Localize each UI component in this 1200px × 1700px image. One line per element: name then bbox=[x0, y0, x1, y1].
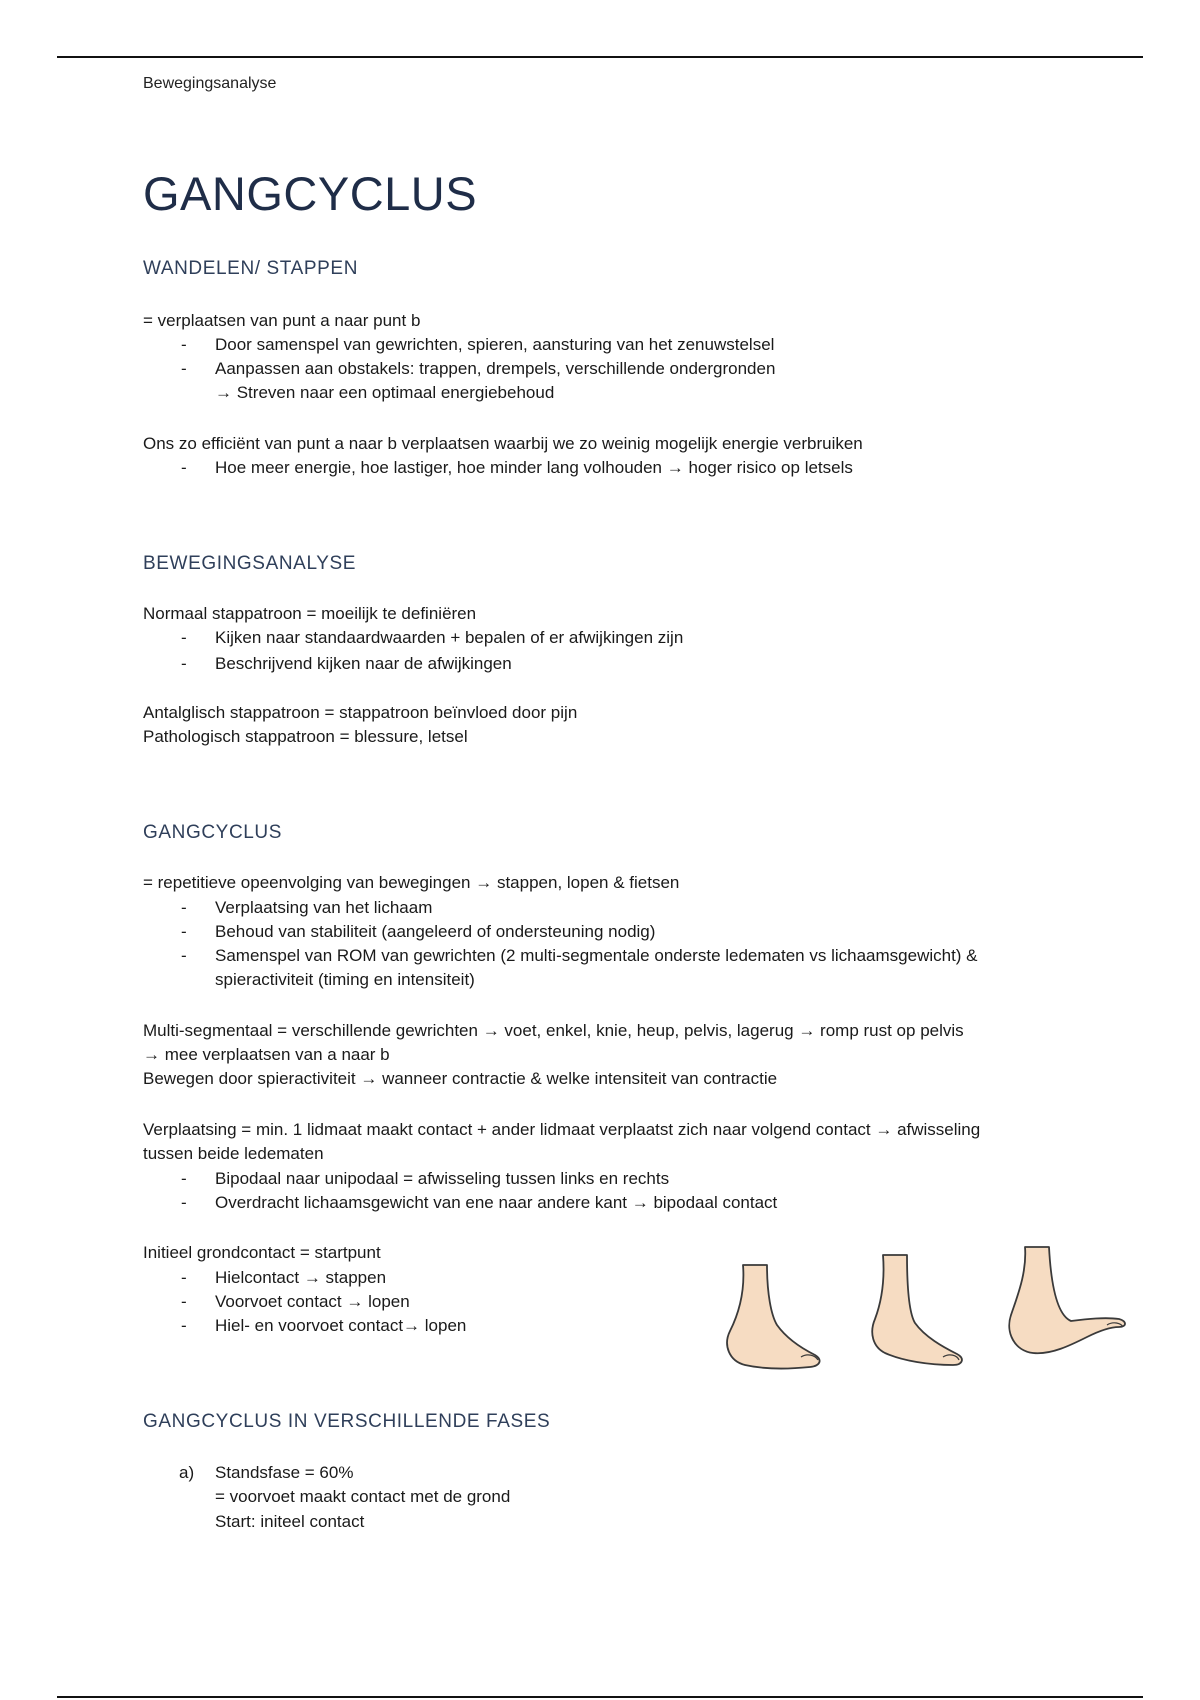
list-item-text: Hielcontact → stappen bbox=[215, 1268, 387, 1287]
forefoot-contact-foot-icon bbox=[872, 1255, 962, 1365]
displacement-line: Verplaatsing = min. 1 lidmaat maakt contact + ander lidmaat verplaatst zich naar volgend contact → afwisseling bbox=[143, 1120, 981, 1139]
list-dash: - bbox=[181, 922, 187, 941]
list-item-text: Verplaatsing van het lichaam bbox=[215, 898, 433, 917]
list-dash: - bbox=[181, 628, 187, 647]
gangcyclus-intro: = repetitieve opeenvolging van bewegingen → stappen, lopen & fietsen bbox=[143, 873, 680, 892]
list-item-text: Behoud van stabiliteit (aangeleerd of ondersteuning nodig) bbox=[215, 922, 656, 941]
analyse-line: Pathologisch stappatroon = blessure, letsel bbox=[143, 727, 468, 746]
section-heading-gangcyclus: GANGCYCLUS bbox=[143, 822, 283, 843]
list-item bbox=[143, 944, 978, 968]
list-item-text: Overdracht lichaamsgewicht van ene naar andere kant → bipodaal contact bbox=[215, 1193, 778, 1212]
bottom-rule bbox=[57, 1696, 1143, 1698]
list-item-text: Bipodaal naar unipodaal = afwisseling tussen links en rechts bbox=[215, 1169, 670, 1188]
list-dash: - bbox=[181, 359, 187, 378]
list-item bbox=[143, 456, 853, 480]
muscle-activity-line: Bewegen door spieractiviteit → wanneer contractie & welke intensiteit van contractie bbox=[143, 1069, 778, 1088]
heel-forefoot-contact-foot-icon bbox=[1009, 1247, 1125, 1353]
list-dash: - bbox=[181, 946, 187, 965]
list-item bbox=[143, 920, 655, 944]
item-line: = voorvoet maakt contact met de grond bbox=[215, 1487, 511, 1506]
list-dash: - bbox=[181, 654, 187, 673]
list-item-text: Hoe meer energie, hoe lastiger, hoe minder lang volhouden → hoger risico op letsels bbox=[215, 458, 853, 477]
list-item bbox=[143, 1266, 386, 1290]
section-heading-wandelen: WANDELEN/ STAPPEN bbox=[143, 258, 359, 279]
list-item-text: Kijken naar standaardwaarden + bepalen of er afwijkingen zijn bbox=[215, 628, 684, 647]
section-heading-fases: GANGCYCLUS IN VERSCHILLENDE FASES bbox=[143, 1411, 551, 1432]
analyse-intro: Normaal stappatroon = moeilijk te definiëren bbox=[143, 604, 477, 623]
list-dash: - bbox=[181, 1193, 187, 1212]
running-header: Bewegingsanalyse bbox=[143, 75, 277, 92]
initial-contact-line: Initieel grondcontact = startpunt bbox=[143, 1243, 381, 1262]
list-item bbox=[143, 896, 432, 920]
list-item-text: Voorvoet contact → lopen bbox=[215, 1292, 410, 1311]
list-item bbox=[143, 652, 512, 676]
list-dash: - bbox=[181, 1292, 187, 1311]
list-dash: - bbox=[181, 458, 187, 477]
section-heading-analyse: BEWEGINGSANALYSE bbox=[143, 553, 357, 574]
multi-segmental-line: Multi-segmentaal = verschillende gewrichten → voet, enkel, knie, heup, pelvis, lagerug → romp rust op pelvis bbox=[143, 1021, 964, 1040]
list-item-continuation: spieractiviteit (timing en intensiteit) bbox=[215, 970, 475, 989]
item-line: Start: initeel contact bbox=[215, 1512, 365, 1531]
analyse-line: Antalglisch stappatroon = stappatroon beïnvloed door pijn bbox=[143, 703, 578, 722]
list-item bbox=[143, 1290, 410, 1314]
numbered-item bbox=[143, 1461, 353, 1485]
list-item bbox=[143, 1191, 777, 1215]
displacement-line: tussen beide ledematen bbox=[143, 1144, 324, 1163]
list-item-text: Aanpassen aan obstakels: trappen, drempels, verschillende ondergronden bbox=[215, 359, 776, 378]
list-item bbox=[143, 333, 774, 357]
list-item bbox=[143, 1314, 466, 1338]
list-dash: - bbox=[181, 898, 187, 917]
wandelen-intro: = verplaatsen van punt a naar punt b bbox=[143, 311, 421, 330]
heel-contact-foot-icon bbox=[727, 1265, 819, 1369]
list-item-text: Hiel- en voorvoet contact→ lopen bbox=[215, 1316, 467, 1335]
list-dash: - bbox=[181, 335, 187, 354]
item-marker: a) bbox=[179, 1463, 195, 1482]
list-item-text: Door samenspel van gewrichten, spieren, aansturing van het zenuwstelsel bbox=[215, 335, 775, 354]
multi-segmental-line: → mee verplaatsen van a naar b bbox=[143, 1045, 390, 1064]
item-label: Standsfase = 60% bbox=[215, 1463, 354, 1482]
list-item bbox=[143, 626, 683, 650]
list-dash: - bbox=[181, 1169, 187, 1188]
list-dash: - bbox=[181, 1268, 187, 1287]
arrow-line: → Streven naar een optimaal energiebehoud bbox=[215, 383, 555, 402]
list-item-text: Beschrijvend kijken naar de afwijkingen bbox=[215, 654, 512, 673]
foot-contact-illustration bbox=[715, 1245, 1130, 1380]
list-item bbox=[143, 1167, 669, 1191]
page-title: GANGCYCLUS bbox=[143, 167, 478, 220]
list-item bbox=[143, 357, 775, 381]
list-item-text: Samenspel van ROM van gewrichten (2 multi-segmentale onderste ledematen vs lichaamsgewicht) & bbox=[215, 946, 978, 965]
wandelen-paragraph: Ons zo efficiënt van punt a naar b verplaatsen waarbij we zo weinig mogelijk energie verbruiken bbox=[143, 434, 863, 453]
list-dash: - bbox=[181, 1316, 187, 1335]
top-rule bbox=[57, 56, 1143, 58]
